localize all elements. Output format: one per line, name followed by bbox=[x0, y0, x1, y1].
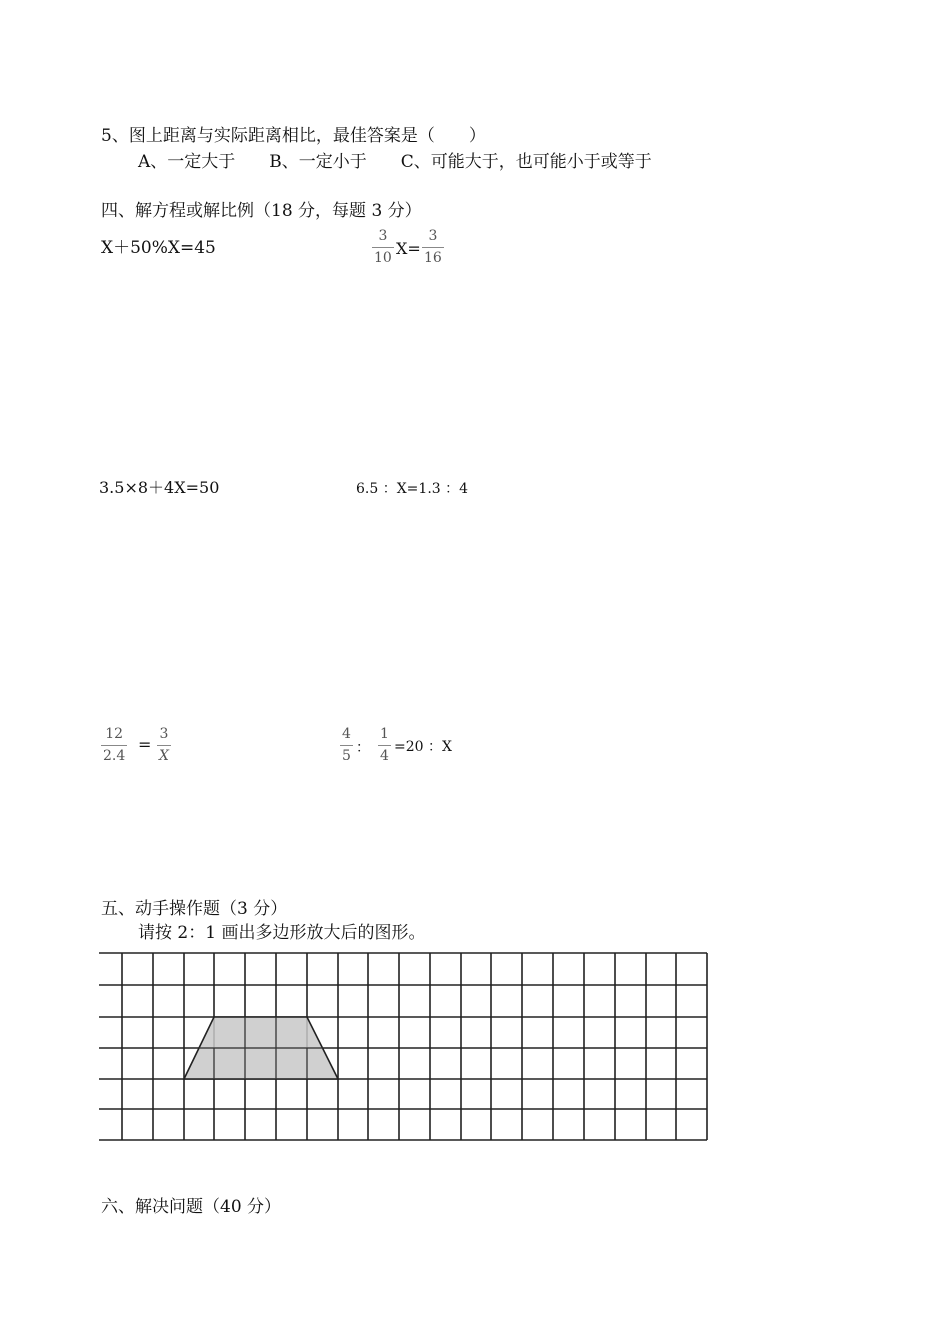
section4-heading: 四、解方程或解比例（18 分，每题 3 分） bbox=[101, 201, 422, 221]
equation-1: X＋50%X=45 bbox=[101, 238, 216, 258]
fraction-bar bbox=[157, 745, 171, 746]
fraction-numerator: 3 bbox=[378, 228, 388, 244]
fraction-denominator: 5 bbox=[342, 748, 351, 764]
fraction-numerator: 12 bbox=[105, 726, 124, 742]
q5-question: 5、图上距离与实际距离相比，最佳答案是（ ） bbox=[101, 126, 486, 146]
grid-lines bbox=[99, 953, 707, 1140]
grid-svg bbox=[99, 945, 717, 1151]
fraction-bar bbox=[422, 247, 444, 248]
equation-2-fraction-left bbox=[372, 228, 394, 267]
fraction-bar bbox=[340, 745, 353, 746]
equation-6-tail: =20 ：X bbox=[394, 739, 452, 755]
fraction-numerator: 3 bbox=[159, 726, 169, 742]
fraction-denominator: 4 bbox=[380, 748, 389, 764]
equation-5-fraction-left bbox=[101, 726, 127, 765]
equation-6-colon: ： bbox=[356, 740, 370, 756]
drawing-grid[interactable] bbox=[99, 945, 717, 1151]
fraction-numerator: 3 bbox=[428, 228, 438, 244]
equation-5-fraction-right bbox=[157, 726, 171, 765]
fraction-bar bbox=[378, 745, 391, 746]
equation-5-equals: = bbox=[138, 735, 152, 754]
fraction-numerator: 1 bbox=[380, 726, 389, 742]
fraction-bar bbox=[101, 745, 127, 746]
equation-3: 3.5×8＋4X=50 bbox=[99, 478, 220, 497]
fraction-denominator: X bbox=[159, 748, 169, 764]
section5-heading: 五、动手操作题（3 分） bbox=[101, 899, 288, 919]
fraction-denominator: 10 bbox=[374, 250, 392, 266]
q5-options: A、一定大于 B、一定小于 C、可能大于，也可能小于或等于 bbox=[138, 152, 652, 172]
equation-2-middle: X= bbox=[396, 239, 421, 258]
equation-6-fraction-right bbox=[378, 726, 391, 765]
fraction-numerator: 4 bbox=[342, 726, 351, 742]
fraction-bar bbox=[372, 247, 394, 248]
equation-4: 6.5 ：X=1.3 ：4 bbox=[356, 481, 469, 497]
fraction-denominator: 16 bbox=[424, 250, 442, 266]
section5-instruction: 请按 2：1 画出多边形放大后的图形。 bbox=[138, 923, 426, 943]
equation-2-fraction-right bbox=[422, 228, 444, 267]
equation-6-fraction-left bbox=[340, 726, 353, 765]
fraction-denominator: 2.4 bbox=[103, 748, 126, 764]
section6-heading: 六、解决问题（40 分） bbox=[101, 1197, 282, 1217]
